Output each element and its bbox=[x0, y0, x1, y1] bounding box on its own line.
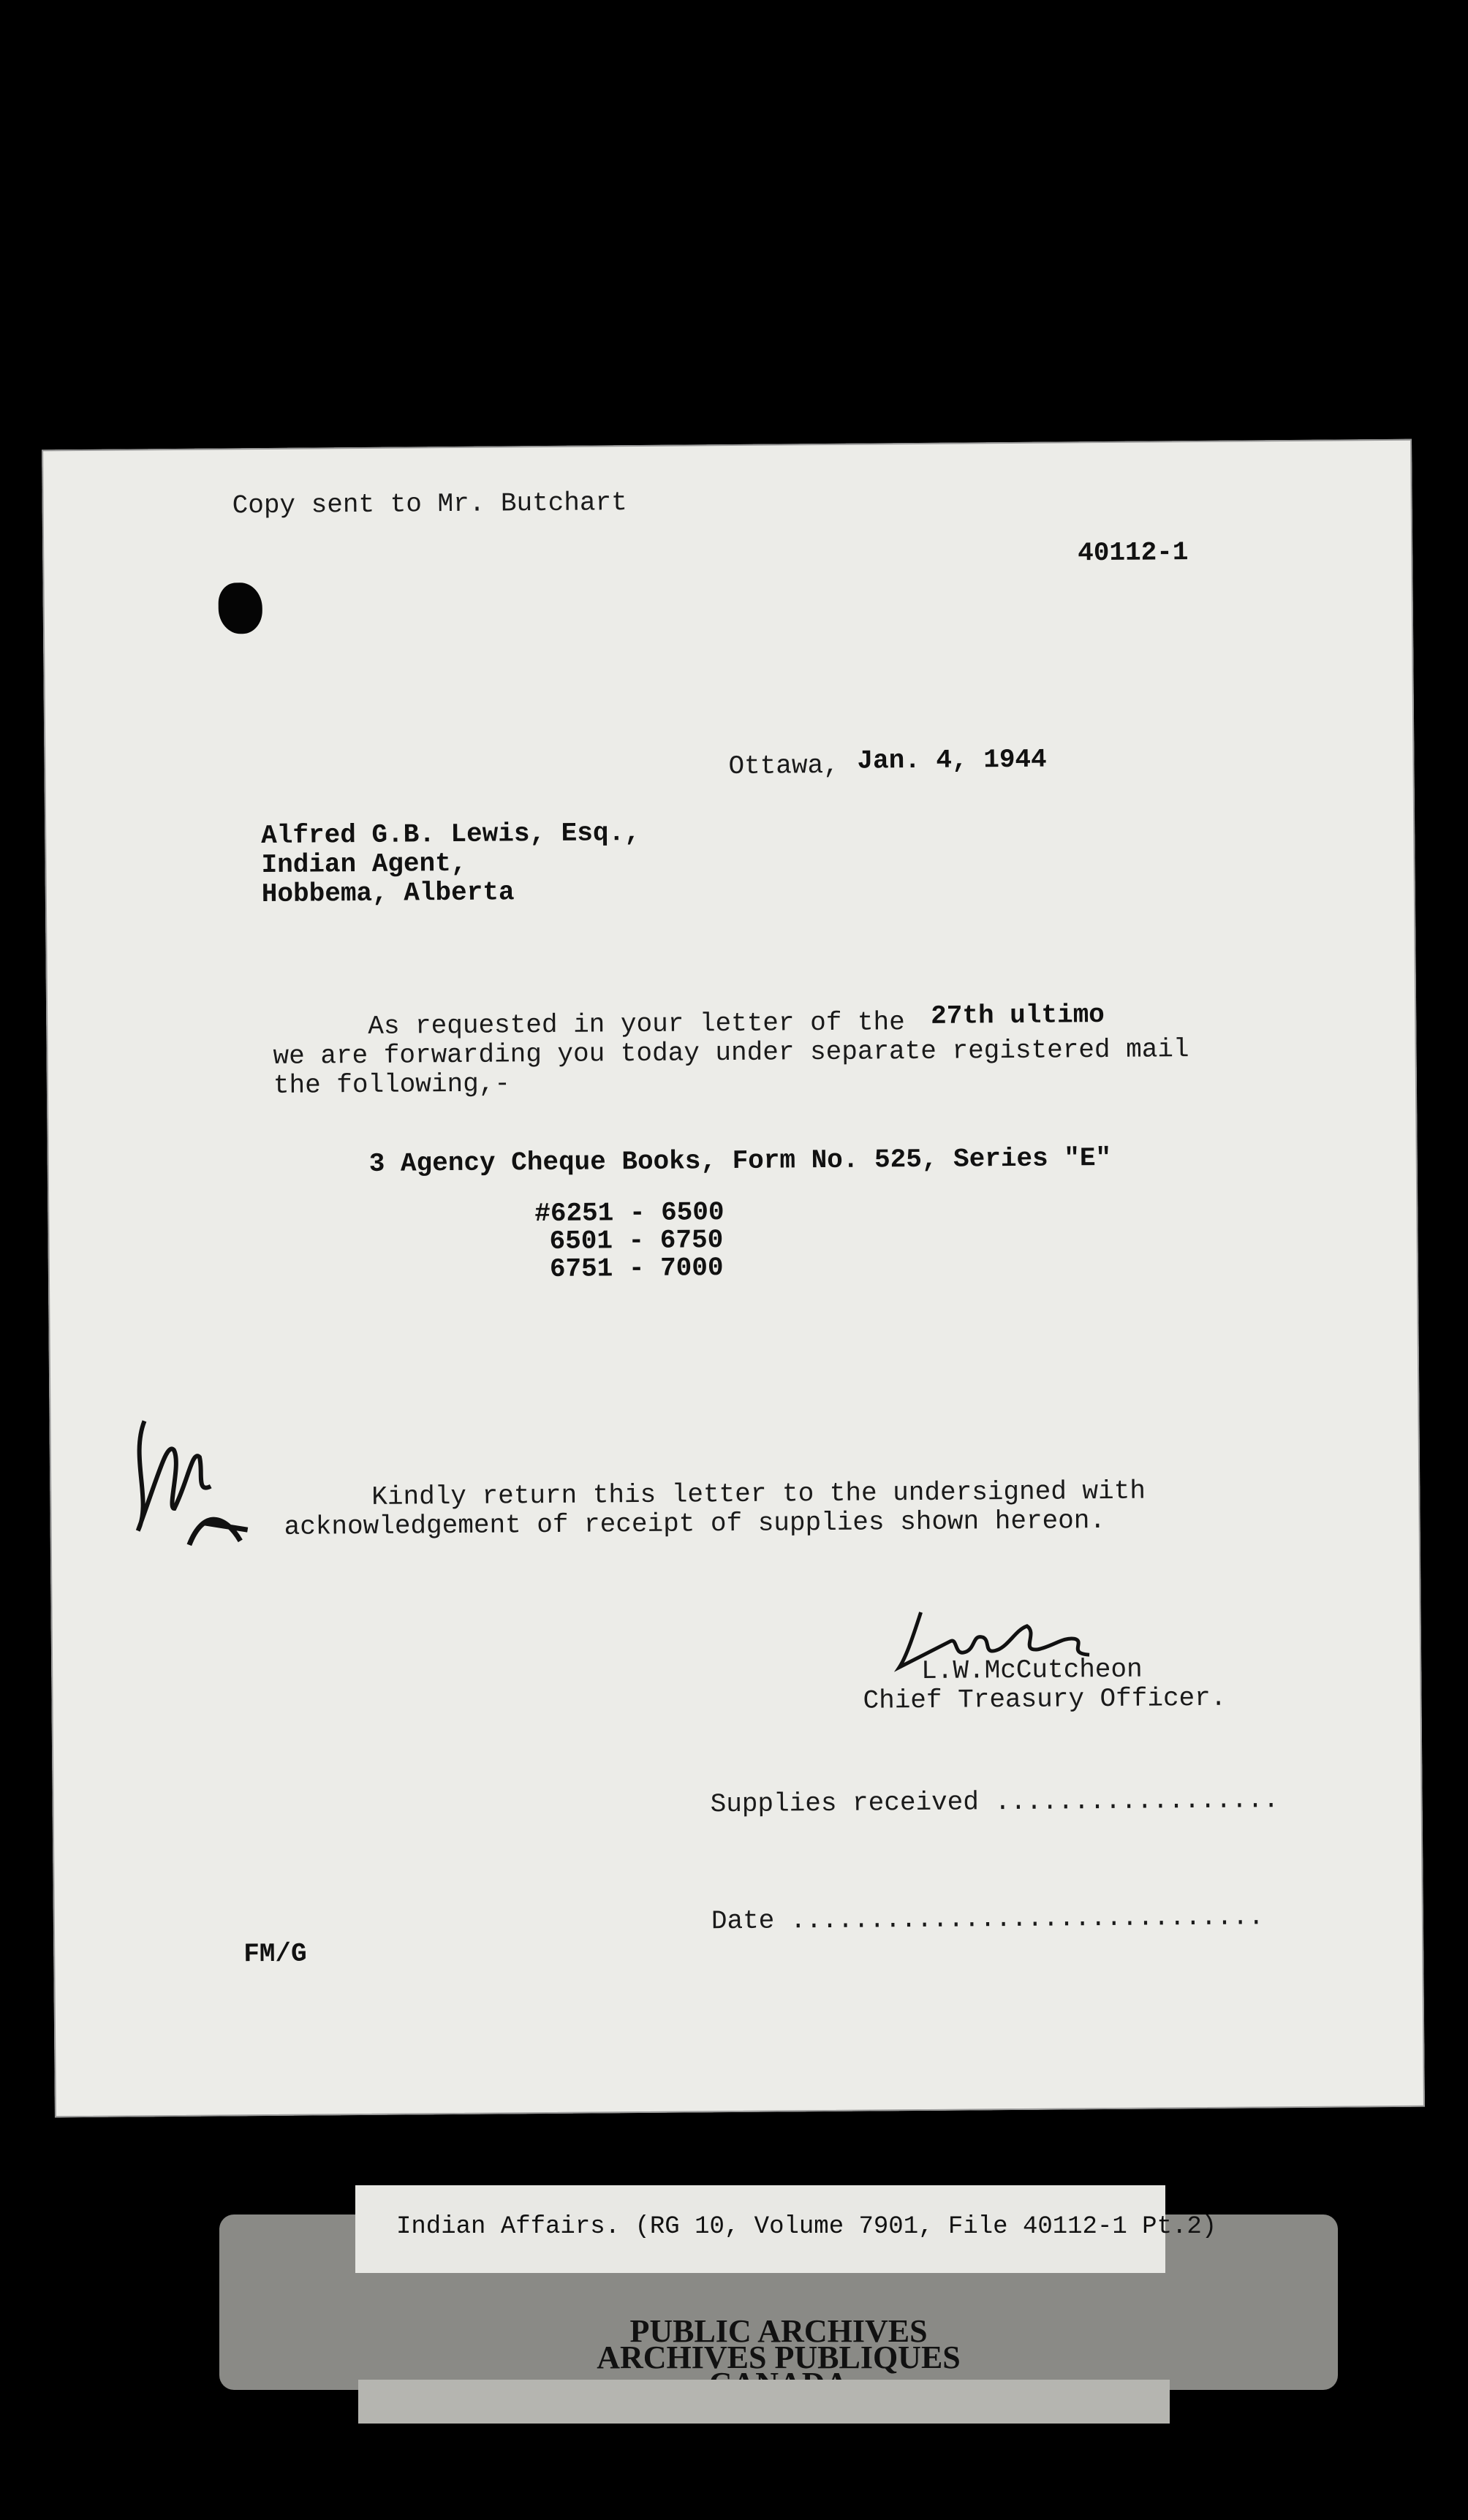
signer-title: Chief Treasury Officer. bbox=[863, 1682, 1227, 1716]
ink-blot bbox=[219, 582, 263, 634]
letter-date: Jan. 4, 1944 bbox=[857, 744, 1047, 776]
para2-line-2: acknowledgement of receipt of supplies shown hereon. bbox=[284, 1506, 1106, 1542]
para1-ref: 27th ultimo bbox=[931, 1000, 1105, 1031]
date-line: Date .............................. bbox=[711, 1902, 1265, 1937]
para1-line-3: the following,- bbox=[273, 1069, 511, 1101]
stamp-footer bbox=[358, 2380, 1170, 2424]
recipient-line-3: Hobbema, Alberta bbox=[261, 877, 515, 910]
copy-note: Copy sent to Mr. Butchart bbox=[232, 487, 627, 521]
archive-stamp bbox=[219, 2185, 1338, 2419]
citation-text: Indian Affairs. (RG 10, Volume 7901, File 40112-1 Pt.2) bbox=[396, 2213, 1217, 2241]
citation-label bbox=[355, 2185, 1217, 2273]
recipient-line-2: Indian Agent, bbox=[261, 848, 467, 881]
item-line: 3 Agency Cheque Books, Form No. 525, Series "E" bbox=[368, 1142, 1112, 1179]
recipient-line-1: Alfred G.B. Lewis, Esq., bbox=[261, 817, 640, 851]
range-2: 6501 - 6750 bbox=[549, 1225, 724, 1256]
file-number: 40112-1 bbox=[1078, 537, 1189, 569]
typist-initials: FM/G bbox=[243, 1938, 307, 1970]
signer-name: L.W.McCutcheon bbox=[921, 1654, 1143, 1686]
place: Ottawa, bbox=[728, 750, 839, 782]
supplies-received-line: Supplies received .................. bbox=[710, 1785, 1279, 1820]
range-3: 6751 - 7000 bbox=[549, 1253, 724, 1284]
letter-page bbox=[42, 439, 1425, 2118]
range-1: #6251 - 6500 bbox=[534, 1197, 724, 1229]
handwritten-initials bbox=[122, 1398, 270, 1560]
stamp-line-2: ARCHIVES PUBLIQUES bbox=[597, 2339, 961, 2375]
para1-line-2: we are forwarding you today under separate registered mail bbox=[273, 1034, 1189, 1071]
para1-line-1: As requested in your letter of the bbox=[368, 1007, 905, 1041]
stamp-line-1: PUBLIC ARCHIVES bbox=[629, 2313, 928, 2349]
para2-line-1: Kindly return this letter to the undersigned with bbox=[371, 1476, 1146, 1512]
